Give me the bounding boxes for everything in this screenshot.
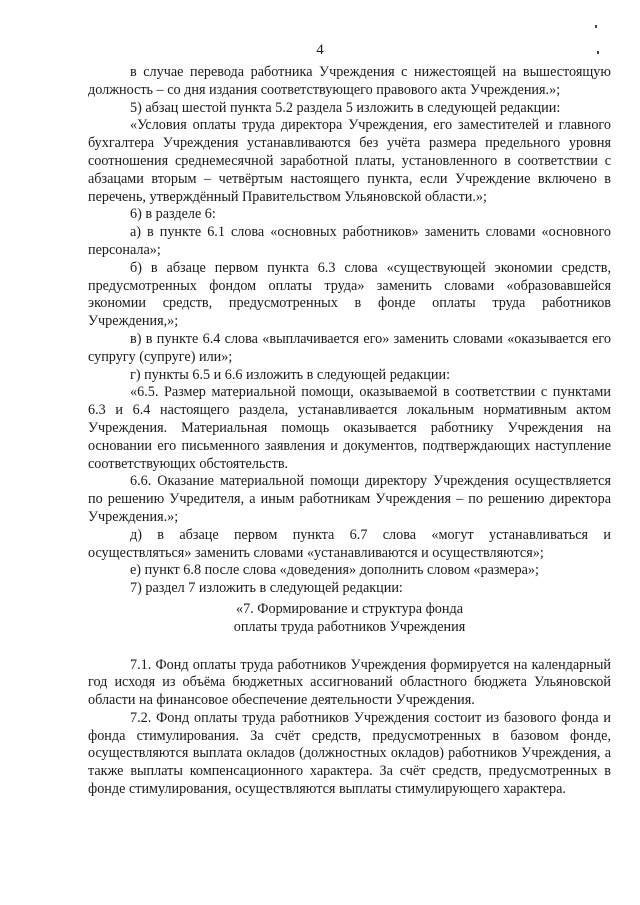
document-body bbox=[88, 64, 611, 799]
paragraph: е) пункт 6.8 после слова «доведения» дополнить словом «размера»; bbox=[130, 562, 539, 579]
paragraph: «Условия оплаты труда директора Учреждения, его заместителей и главного бухгалтера Учреждения устанавливаются без учёта размера предельного уровня соотношения среднемесячной заработной платы, установленного в соответствии с абзацами вторым – четвёртым настоящего пункта, если Учреждение включено в перечень, утверждённый Правительством Ульяновской области.»; bbox=[88, 117, 611, 205]
paragraph: 7) раздел 7 изложить в следующей редакции: bbox=[130, 580, 403, 597]
paragraph: 5) абзац шестой пункта 5.2 раздела 5 изложить в следующей редакции: bbox=[130, 99, 561, 116]
section-heading-line: «7. Формирование и структура фонда bbox=[235, 600, 463, 617]
paragraph: а) в пункте 6.1 слова «основных работников» заменить словами «основного персонала»; bbox=[88, 224, 611, 258]
paragraph: 6.6. Оказание материальной помощи директору Учреждения осуществляется по решению Учредителя, а иным работникам Учреждения – по решению директора Учреждения.»; bbox=[88, 473, 611, 525]
paragraph: в случае перевода работника Учреждения с нижестоящей на вышестоящую должность – со дня издания соответствующего правового акта Учреждения.»; bbox=[88, 64, 611, 98]
paragraph: «6.5. Размер материальной помощи, оказываемой в соответствии с пунктами 6.3 и 6.4 настоящего раздела, устанавливается локальным нормативным актом Учреждения. Материальная помощь оказывается работнику Учреждения на основании его письменного заявления и документов, подтверждающих наступление соответствующих обстоятельств. bbox=[88, 384, 611, 472]
section-heading bbox=[88, 601, 611, 637]
paragraph: 6) в разделе 6: bbox=[130, 206, 216, 223]
paragraph: б) в абзаце первом пункта 6.3 слова «существующей экономии средств, предусмотренных фондом оплаты труда» заменить словами «образовавшейся экономии средств, предусмотренных в фонде оплаты труда работников Учреждения,»; bbox=[88, 259, 611, 330]
paragraph: г) пункты 6.5 и 6.6 изложить в следующей редакции: bbox=[130, 366, 451, 383]
paragraph: д) в абзаце первом пункта 6.7 слова «могут устанавливаться и осуществляться» заменить словами «устанавливаются и осуществляются»; bbox=[88, 526, 611, 561]
section-heading-line: оплаты труда работников Учреждения bbox=[233, 618, 466, 635]
scan-speck bbox=[597, 51, 599, 54]
paragraph: 7.1. Фонд оплаты труда работников Учреждения формируется на календарный год исходя из объёма бюджетных ассигнований областного бюджета Ульяновской области на финансовое обеспечение деятельности Учреждения. bbox=[88, 656, 611, 709]
paragraph: в) в пункте 6.4 слова «выплачивается его» заменить словами «оказывается его супругу (супруге) или»; bbox=[88, 330, 611, 365]
page-number: 4 bbox=[316, 42, 324, 58]
paragraph: 7.2. Фонд оплаты труда работников Учреждения состоит из базового фонда и фонда стимулирования. За счёт средств, предусмотренных в базовом фонде, осуществляются выплата окладов (должностных окладов) работников Учреждения, а также выплаты компенсационного характера. За счёт средств, предусмотренных в фонде стимулирования, осуществляются выплаты стимулирующего характера. bbox=[88, 709, 611, 798]
scan-speck bbox=[595, 25, 597, 28]
